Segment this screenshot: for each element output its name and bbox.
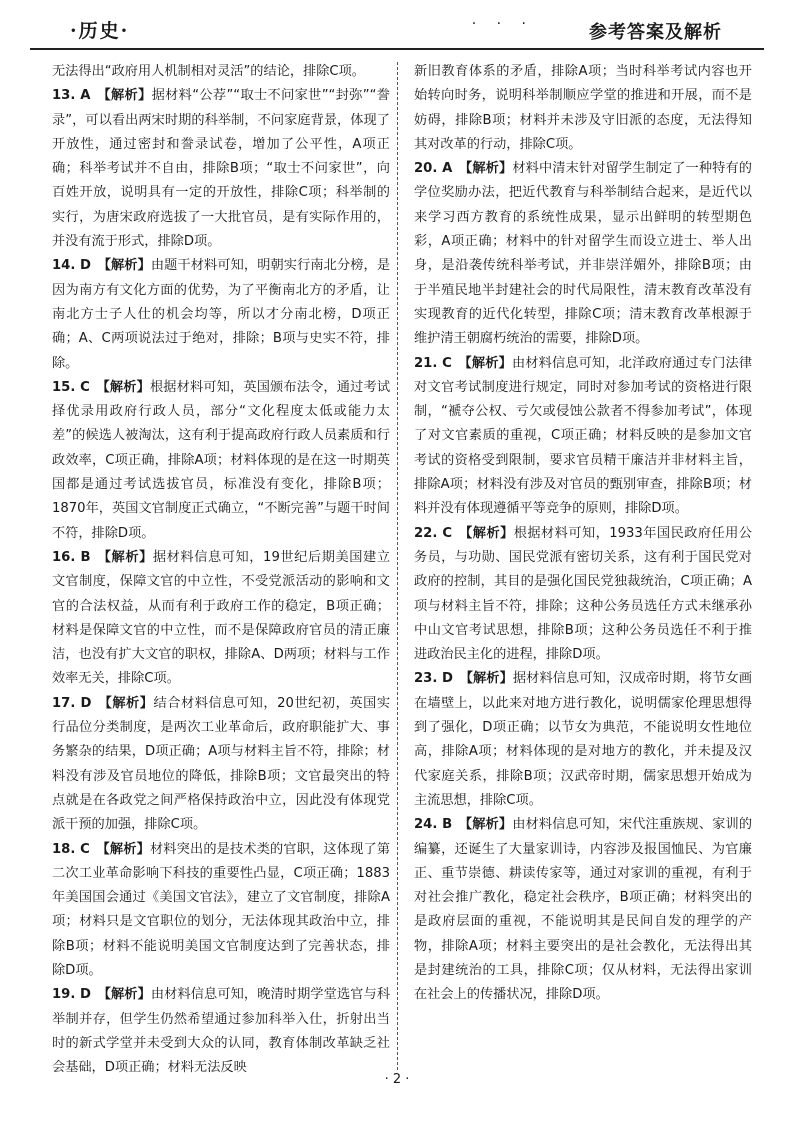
column-divider [397,62,398,1070]
answer-label: 20. A [414,161,453,177]
answer-label: 13. A [52,88,91,104]
answer-label: 16. B [52,549,91,565]
answer-item [52,838,390,984]
analysis-tag: 【解析】 [458,355,512,371]
analysis-tag: 【解析】 [97,88,152,104]
answer-item [52,254,390,375]
analysis-tag: 【解析】 [96,841,150,857]
answer-item [52,692,390,838]
analysis-tag: 【解析】 [458,525,514,541]
analysis-text: 由材料信息可知，北洋政府通过专门法律对文官考试制度进行规定，同时对参加考试的资格进行限制，“褫夺公权、亏欠或侵蚀公款者不得参加考试”，体现了对文官素质的重视，C项正确；材料反映的是参加文官考试的资格受到限制，要求官员精干廉洁并非材料主旨，排除A项；材料没有涉及对官员的甄别审查，排除B项；材料并没有体现遵循平等竞争的原则，排除D项。 [414,355,753,517]
right-continuation: 新旧教育体系的矛盾，排除A项；当时科举考试内容也开始转向时务，说明科举制顺应学堂的推进和开展，而不是妨碍，排除B项；材料并未涉及守旧派的态度，无法得知其对改革的行动，排除C项。 [414,64,752,152]
page-header [30,10,764,50]
analysis-text: 据材料信息可知，19世纪后期美国建立文官制度，保障文官的中立性，不受党派活动的影响和文官的合法权益，从而有利于政府工作的稳定，B项正确；材料是保障文官的中立性，而不是保障政府官员的清正廉洁，也没有扩大文官的职权，排除A、D两项；材料与工作效率无关，排除C项。 [52,549,391,687]
answer-item [52,84,390,254]
answer-label: 23. D [414,671,454,687]
answer-label: 21. C [414,355,452,371]
analysis-text: 由材料信息可知，晚清时期学堂选官与科举制并存，但学生仍然希望通过参加科举入仕，折射出当时的新式学堂并未受到大众的认同，教育体制改革缺乏社会基础，D项正确；材料无法反映 [52,987,391,1076]
analysis-tag: 【解析】 [458,161,513,177]
answer-label: 19. D [52,987,92,1003]
analysis-tag: 【解析】 [97,987,151,1003]
answer-label: 14. D [52,258,92,274]
answer-label: 15. C [52,379,90,395]
analysis-text: 据材料“公荐”“取士不问家世”“封弥”“誊录”，可以看出两宋时期的科举制，不问家庭背景，体现了开放性，通过密封和誊录试卷，增加了公平性，A项正确；科举考试并不自由，排除B项；“取士不问家世”，向百姓开放，说明具有一定的开放性，排除C项；科举制的实行，为唐宋政府选拔了一大批官员，是有实际作用的，并没有流于形式，排除D项。 [52,88,390,250]
analysis-text: 根据材料可知，英国颁布法令，通过考试择优录用政府行政人员，部分“文化程度太低或能力太差”的候选人被淘汰，这有利于提高政府行政人员素质和行政效率，C项正确，排除A项；材料体现的是在这一时期英国都是通过考试选拔官员，标准没有变化，排除B项；1870年，英国文官制度正式确立，“不断完善”与题干时间不符，排除D项。 [52,379,391,541]
left-items [52,84,390,1080]
answer-item [52,983,390,1080]
analysis-text: 由题干材料可知，明朝实行南北分榜，是因为南方有文化方面的优势，为了平衡南北方的矛盾，让南北方士子人仕的机会均等，所以才分南北榜，D项正确；A、C两项说法过于绝对，排除；B项与史实不符，排除。 [52,258,391,371]
analysis-tag: 【解析】 [97,258,151,274]
answer-label: 18. C [52,841,90,857]
analysis-tag: 【解析】 [98,695,154,711]
left-column [52,60,390,1080]
answer-item [414,667,752,813]
page-number: · 2 · [384,1072,410,1087]
analysis-text: 结合材料信息可知，20世纪初，英国实行品位分类制度，是两次工业革命后，政府职能扩大、事务繁杂的结果，D项正确；A项与材料主旨不符，排除；材料没有涉及官员地位的降低，排除B项；文官最突出的特点就是在各政党之间严格保持政治中立，因此没有体现党派干预的加强，排除C项。 [52,695,391,833]
analysis-text: 由材料信息可知，宋代注重族规、家训的编纂，还诞生了大量家训诗，内容涉及报国恤民、为官廉正、重节崇德、耕读传家等，通过对家训的重视，有利于对社会推广教化，稳定社会秩序，B项正确；材料突出的是政府层面的重视，不能说明其是民间自发的理学的产物，排除A项；材料主要突出的是社会教化，无法得出其是封建统治的工具，排除C项；仅从材料，无法得出家训在社会上的传播状况，排除D项。 [414,817,753,1003]
analysis-tag: 【解析】 [96,379,150,395]
answer-item [414,157,752,351]
answer-item [52,546,390,692]
analysis-text: 材料中清末针对留学生制定了一种特有的学位奖励办法，把近代教育与科举制结合起来，是近代以来学习西方教育的系统性成果，显示出鲜明的转型期色彩，A项正确；材料中的针对留学生而设立进士、举人出身，是沿袭传统科举考试，并非崇洋媚外，排除B项；由于半殖民地半封建社会的时代局限性，清末教育改革没有实现教育的近代化转型，排除C项；清末教育改革根源于维护清王朝腐朽统治的需要，排除D项。 [414,161,752,347]
answer-item [52,376,390,546]
answer-item [414,352,752,522]
answer-item [414,813,752,1007]
right-items [414,157,752,1007]
analysis-text: 材料突出的是技术类的官职，这体现了第二次工业革命影响下科技的重要性凸显，C项正确；1883年美国国会通过《美国文官法》，建立了文官制度，排除A项；材料只是文官职位的划分，无法体现其政治中立，排除B项；材料不能说明美国文官制度达到了完善状态，排除D项。 [52,841,391,978]
header-title: 参考答案及解析 [589,22,722,43]
answer-label: 24. B [414,817,453,833]
analysis-tag: 【解析】 [458,817,513,833]
answer-item [414,522,752,668]
analysis-tag: 【解析】 [97,549,153,565]
analysis-text: 据材料信息可知，汉成帝时期，将节女画在墙壁上，以此来对地方进行教化，说明儒家伦理思想得到了强化，D项正确；以节女为典范，不能说明女性地位高，排除A项；材料体现的是对地方的教化，并未提及汉代家庭关系，排除B项；汉武帝时期，儒家思想开始成为主流思想，排除C项。 [414,671,753,808]
answer-label: 17. D [52,695,92,711]
header-dots: · · · [471,16,534,32]
subject-label: ·历史· [70,20,130,42]
analysis-tag: 【解析】 [459,671,513,687]
right-column [414,60,752,1008]
left-continuation: 无法得出“政府用人机制相对灵活”的结论，排除C项。 [52,64,365,79]
answer-label: 22. C [414,525,453,541]
analysis-text: 根据材料可知，1933年国民政府任用公务员，与功勋、国民党派有密切关系，这有利于国民党对政府的控制，其目的是强化国民党独裁统治，C项正确；A项与材料主旨不符，排除；这种公务员选任方式未继承孙中山文官考试思想，排除B项；这种公务员选任不利于推进政治民主化的进程，排除D项。 [414,525,752,663]
